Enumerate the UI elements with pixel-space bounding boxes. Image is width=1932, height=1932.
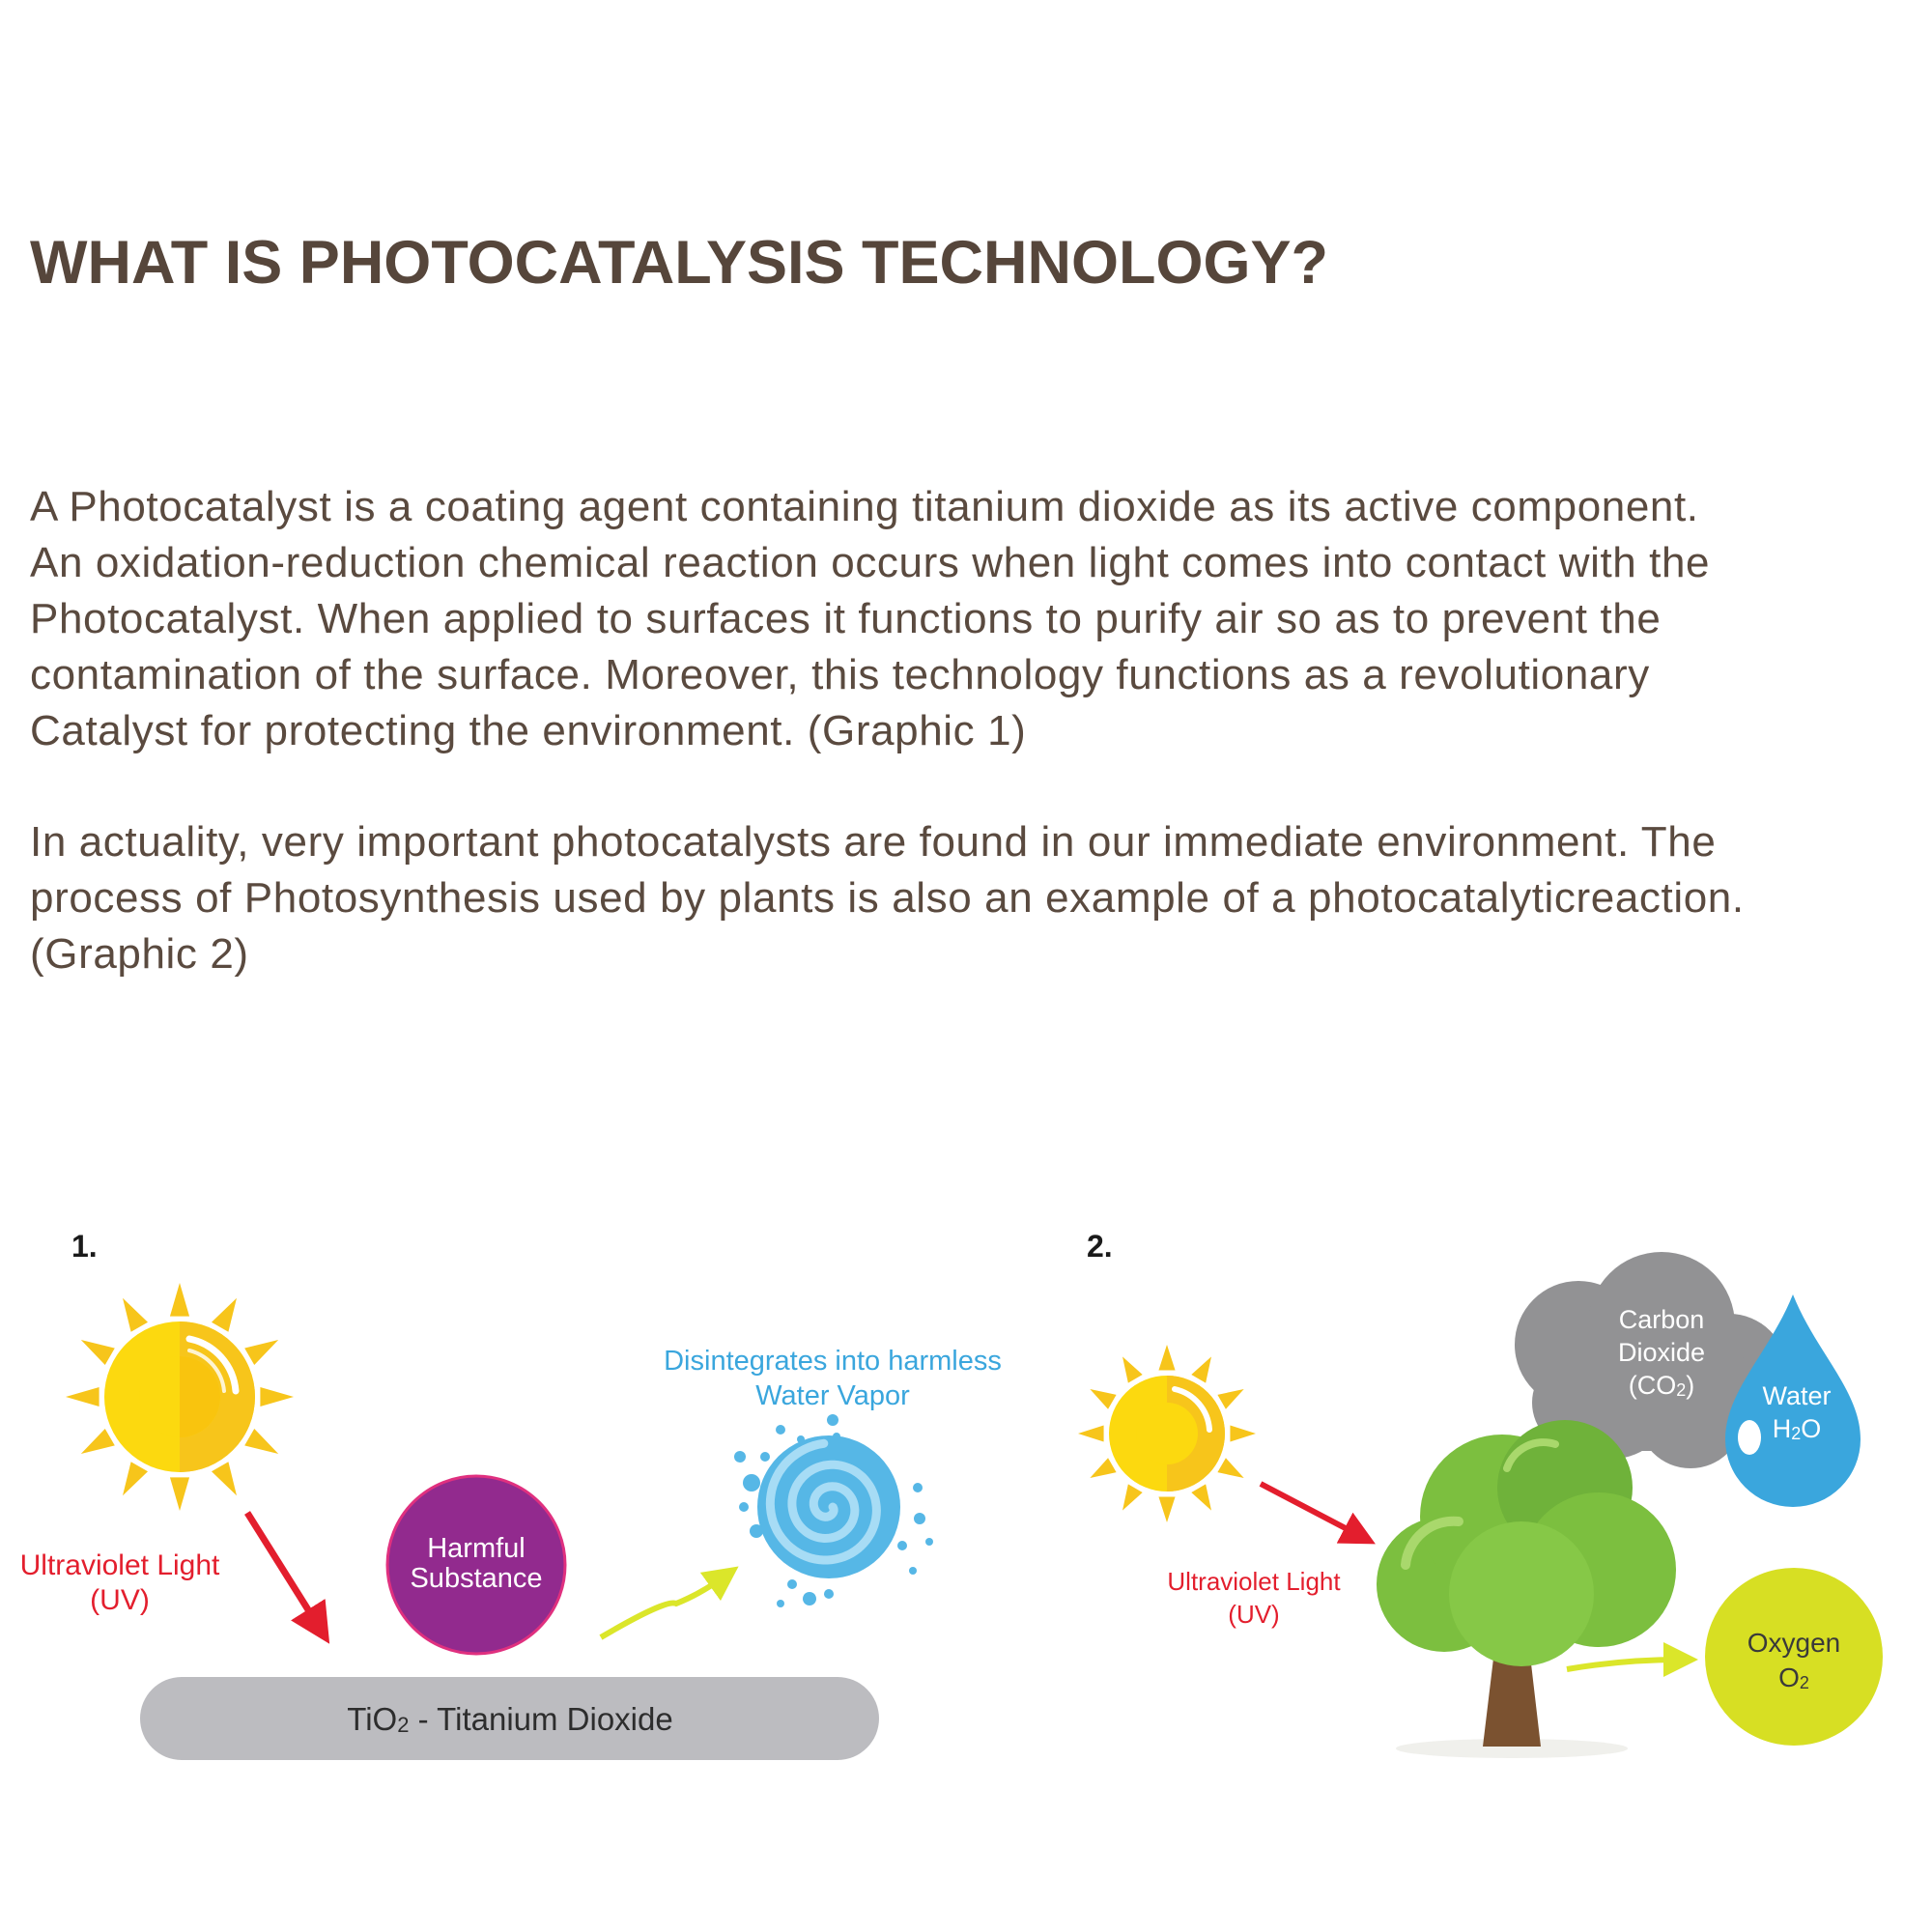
sun-ray [1122,1484,1143,1510]
sun-ray [1217,1389,1243,1409]
sun-ray [123,1298,148,1332]
uv-label: Ultraviolet Light [19,1549,220,1581]
vapor-label-sub: Water Vapor [755,1380,910,1411]
paragraph-line: An oxidation-reduction chemical reaction occurs when light comes into contact with the [30,539,1711,586]
uv-arrow [247,1513,319,1627]
sun-ray [81,1429,115,1454]
sun-ray [212,1462,237,1495]
tio2-label: TiO2 - Titanium Dioxide [347,1701,673,1737]
output-arrow [1567,1660,1681,1669]
co2-label-sub: Dioxide [1617,1338,1706,1367]
sun-ray [1191,1356,1211,1382]
sun-ray [1122,1356,1143,1382]
water-formula: H2O [1772,1414,1822,1443]
sun-icon [1078,1345,1256,1522]
oxygen-label: Oxygen [1747,1628,1841,1658]
paragraph-line: Photocatalyst. When applied to surfaces it functions to purify air so as to prevent the [30,595,1662,642]
sun-ray [212,1298,237,1332]
sun-ray [244,1340,278,1365]
sun-icon [66,1283,294,1511]
sun-ray [1230,1425,1256,1441]
sun-ray [1217,1458,1243,1478]
paragraph-line: process of Photosynthesis used by plants is also an example of a photocatalyticreaction. [30,874,1745,922]
uv-label-sub: (UV) [1228,1600,1280,1629]
sun-ray [170,1477,189,1511]
paragraph-line: Catalyst for protecting the environment. (Graphic 1) [30,707,1027,754]
sun-ray [123,1462,148,1495]
uv-arrow [1261,1484,1360,1536]
sun-ray [1191,1484,1211,1510]
sun-ray [170,1283,189,1317]
water-drop-highlight [1738,1420,1761,1455]
co2-label: Carbon [1618,1305,1705,1334]
sun-ray [1158,1345,1175,1371]
sun-ray [1090,1389,1116,1409]
sun-ray [260,1387,294,1406]
graphic-1 [20,1283,1002,1760]
harmful-label: Harmful [427,1533,526,1564]
uv-label-sub: (UV) [90,1584,150,1616]
uv-label: Ultraviolet Light [1167,1567,1341,1596]
sun-ray [244,1429,278,1454]
sun-ray [66,1387,99,1406]
paragraph-line: (Graphic 2) [30,930,249,978]
graphic-2 [1078,1252,1883,1758]
oxygen-formula: O2 [1778,1662,1809,1692]
graphic-2-number: 2. [1087,1229,1113,1264]
water-label: Water [1762,1381,1832,1410]
paragraph-line: contamination of the surface. Moreover, this technology functions as a revolutionary [30,651,1650,698]
paragraph-line: In actuality, very important photocatalysts are found in our immediate environment. The [30,818,1717,866]
water-vapor-spiral-icon [734,1414,933,1607]
paragraph-line: A Photocatalyst is a coating agent containing titanium dioxide as its active component. [30,483,1699,530]
sun-ray [1078,1425,1104,1441]
harmful-label-sub: Substance [410,1563,543,1594]
sun-ray [1158,1496,1175,1522]
tree-icon [1377,1420,1676,1758]
vapor-label: Disintegrates into harmless [664,1346,1002,1377]
graphic-1-number: 1. [71,1229,98,1264]
output-arrow [601,1577,724,1637]
sun-ray [1090,1458,1116,1478]
page-title: WHAT IS PHOTOCATALYSIS TECHNOLOGY? [30,229,1329,297]
sun-ray [81,1340,115,1365]
co2-formula: (CO2) [1628,1371,1695,1400]
